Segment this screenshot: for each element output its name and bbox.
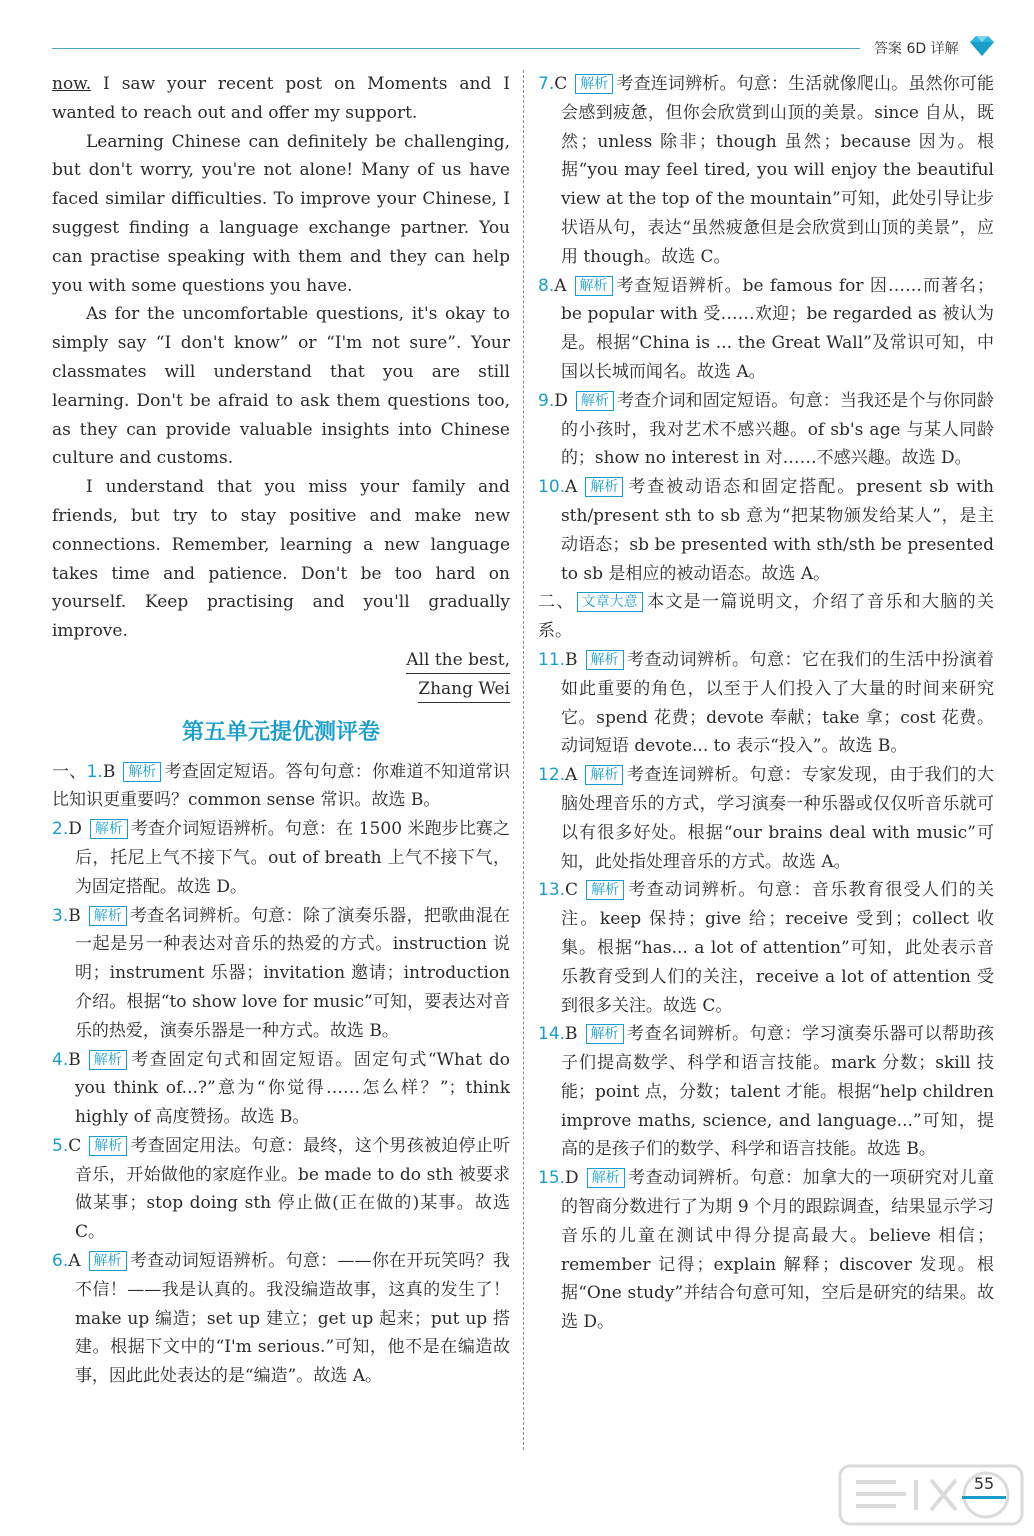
answer-number: 13. xyxy=(538,880,566,901)
section-title: 第五单元提优测评卷 xyxy=(181,719,380,745)
diamond-logo-icon xyxy=(966,34,998,58)
answer-number: 2. xyxy=(52,819,69,840)
answer-choice: B xyxy=(102,761,116,782)
answer-number: 7. xyxy=(538,74,555,94)
answer-item xyxy=(52,1046,510,1132)
answer-choice: B xyxy=(68,1049,81,1070)
answer-choice: B xyxy=(565,1024,578,1045)
analysis-tag: 解析 xyxy=(586,650,624,670)
letter-paragraph-4: I understand that you miss your family and friends, but try to stay positive and make new connections. Remember, learning a new language takes time and patience. Don't be too hard on yourself. Keep practising and you'll gradually improve. xyxy=(52,477,510,642)
left-answer-list xyxy=(52,758,510,1392)
answer-number: 4. xyxy=(52,1049,69,1070)
right-answer-list-a xyxy=(538,70,994,588)
right-column xyxy=(538,70,994,1337)
analysis-tag: 解析 xyxy=(89,1050,127,1070)
answer-explanation: 考查连词辨析。句意：专家发现，由于我们的大脑处理音乐的方式，学习演奏一种乐器或仅仅听音乐就可以有很多好处。根据“our brains deal with music”可知，此处指处理音乐的方式。故选 A。 xyxy=(560,765,994,872)
answer-explanation: 考查动词短语辨析。句意：——你在开玩笑吗？我不信！——我是认真的。我没编造故事，这真的发生了！make up 编造；set up 建立；get up 起来；put up 搭建。根据下文中的“I'm serious.”可知，他不是在编造故事，因此此处表达的是“编造”。故选 A。 xyxy=(74,1251,510,1387)
answer-explanation: 考查动词辨析。句意：音乐教育很受人们的关注。keep 保持；give 给；receive 受到；collect 收集。根据“has... a lot of attention”可知，此处表示音乐教育受到人们的关注，receive a lot of attention 受到很多关注。故选 C。 xyxy=(560,880,994,1016)
answer-choice: D xyxy=(554,390,568,411)
header-label: 答案 6D 详解 xyxy=(874,41,959,57)
answer-choice: B xyxy=(68,905,81,926)
section-2-text: 本文是一篇说明文，介绍了音乐和大脑的关系。 xyxy=(538,592,995,642)
answer-item xyxy=(538,1020,994,1164)
letter-paragraph-2: Learning Chinese can definitely be challenging, but don't worry, you're not alone! Many of us have faced similar difficulties. To improve your Chinese, I suggest finding a language exchange partner. You can practise speaking with them and they can help you with some questions you have. xyxy=(52,131,510,296)
analysis-tag: 解析 xyxy=(587,1168,625,1188)
answer-explanation: 考查动词辨析。句意：它在我们的生活中扮演着如此重要的角色，以至于人们投入了大量的时间来研究它。spend 花费；devote 奉献；take 拿；cost 花费。动词短语 devote... to 表示“投入”。故选 B。 xyxy=(560,649,994,757)
answer-number: 11. xyxy=(538,649,566,670)
section-2-prefix: 二、 xyxy=(538,592,575,613)
answer-choice: D xyxy=(565,1168,579,1189)
answer-choice: C xyxy=(68,1135,82,1156)
answer-item xyxy=(538,1164,994,1337)
analysis-tag: 解析 xyxy=(575,74,613,94)
analysis-tag: 解析 xyxy=(585,477,623,497)
answer-item xyxy=(538,70,994,272)
answer-number: 12. xyxy=(538,765,566,786)
letter-p1-rest: I saw your recent post on Moments and I wanted to reach out and offer my support. xyxy=(52,74,510,123)
answer-item xyxy=(538,387,994,473)
section-1-prefix: 一、 xyxy=(52,761,87,782)
answer-explanation: 考查固定短语。答句句意：你难道不知道常识比知识更重要吗？common sense 常识。故选 B。 xyxy=(52,761,511,811)
header-rule xyxy=(52,48,860,49)
column-divider xyxy=(523,70,524,1450)
answer-item xyxy=(538,646,994,761)
answer-item xyxy=(538,876,994,1020)
answer-choice: A xyxy=(565,477,578,498)
analysis-tag: 解析 xyxy=(575,276,613,296)
answer-choice: A xyxy=(565,765,578,786)
analysis-tag: 解析 xyxy=(90,819,128,839)
analysis-tag: 解析 xyxy=(89,906,127,926)
answer-item xyxy=(52,758,510,816)
section-2-summary xyxy=(538,588,994,646)
answer-item xyxy=(52,815,510,901)
answer-explanation: 考查介词短语辨析。句意：在 1500 米跑步比赛之后，托尼上气不接下气。out of breath 上气不接下气，为固定搭配。故选 D。 xyxy=(74,819,510,897)
answer-choice: A xyxy=(554,275,567,296)
answer-choice: D xyxy=(68,819,82,840)
answer-explanation: 考查动词辨析。句意：加拿大的一项研究对儿童的智商分数进行了为期 9 个月的跟踪调查，结果显示学习音乐的儿童在测试中得分提高最大。believe 相信；remember 记得；explain 解释；discover 发现。根据“One study”并结合句意可知，空后是研究的结果。故选 D。 xyxy=(560,1168,994,1333)
answer-number: 5. xyxy=(52,1135,69,1156)
answer-number: 1. xyxy=(86,761,103,782)
analysis-tag: 解析 xyxy=(89,1251,127,1271)
answer-choice: C xyxy=(554,74,568,94)
answer-choice: B xyxy=(565,649,578,670)
answer-choice: C xyxy=(565,880,579,901)
analysis-tag: 解析 xyxy=(586,1024,624,1044)
answer-choice: A xyxy=(68,1251,81,1272)
letter-closing-block xyxy=(52,646,510,704)
answer-item xyxy=(538,761,994,876)
answer-explanation: 考查介词和固定短语。句意：当我还是个与你同龄的小孩时，我对艺术不感兴趣。of sb's age 与某人同龄的；show no interest in 对……不感兴趣。故选 D。 xyxy=(560,390,994,469)
answer-item xyxy=(52,902,510,1046)
analysis-tag: 解析 xyxy=(89,1136,127,1156)
right-answer-list-b xyxy=(538,646,994,1337)
answer-number: 8. xyxy=(538,275,555,296)
answer-explanation: 考查固定用法。句意：最终，这个男孩被迫停止听音乐，开始做他的家庭作业。be made to do sth 被要求做某事；stop doing sth 停止做(正在做的)某事。故选 C。 xyxy=(74,1135,510,1243)
answer-explanation: 考查短语辨析。be famous for 因……而著名；be popular with 受……欢迎；be regarded as 被认为是。根据“China is ... the Great Wall”及常识可知，中国以长城而闻名。故选 A。 xyxy=(560,275,994,382)
analysis-tag: 解析 xyxy=(585,765,623,785)
page-number: 55 xyxy=(962,1472,1006,1499)
answer-number: 6. xyxy=(52,1251,69,1272)
answer-number: 10. xyxy=(538,477,566,498)
letter-paragraph-1 xyxy=(52,70,510,128)
letter-signature: Zhang Wei xyxy=(418,676,510,703)
analysis-tag: 解析 xyxy=(586,880,624,900)
letter-closing: All the best, xyxy=(406,647,510,674)
analysis-tag: 解析 xyxy=(576,391,614,411)
answer-item xyxy=(52,1132,510,1247)
answer-explanation: 考查连词辨析。句意：生活就像爬山。虽然你可能会感到疲惫，但你会欣赏到山顶的美景。since 自从，既然；unless 除非；though 虽然；because 因为。根据“you may feel tired, you will enjoy the beautiful view at the top of the mountain”可知，此处引导让步状语从句，表达“虽然疲惫但是会欣赏到山顶的美景”，应用 though。故选 C。 xyxy=(560,74,994,267)
analysis-tag: 解析 xyxy=(123,762,161,782)
answer-number: 9. xyxy=(538,390,555,411)
answer-item xyxy=(52,1247,510,1391)
summary-tag: 文章大意 xyxy=(577,592,643,612)
letter-paragraph-3: As for the uncomfortable questions, it's okay to simply say “I don't know” or “I'm not sure”. Your classmates will understand that you are still learning. Don't be afraid to ask them questions too, as they can provide valuable insights into Chinese culture and customs. xyxy=(52,304,510,469)
answer-item xyxy=(538,473,994,588)
answer-explanation: 考查名词辨析。句意：除了演奏乐器，把歌曲混在一起是另一种表达对音乐的热爱的方式。instruction 说明；instrument 乐器；invitation 邀请；introduction 介绍。根据“to show love for music”可知，要表达对音乐的热爱，演奏乐器是一种方式。故选 B。 xyxy=(74,905,510,1041)
answer-explanation: 考查被动语态和固定搭配。present sb with sth/present sth to sb 意为“把某物颁发给某人”，是主动语态；sb be presented with sth/sth be presented to sb 是相应的被动语态。故选 A。 xyxy=(560,477,994,584)
answer-number: 14. xyxy=(538,1024,566,1045)
left-column xyxy=(52,70,510,1391)
answer-explanation: 考查名词辨析。句意：学习演奏乐器可以帮助孩子们提高数学、科学和语言技能。mark 分数；skill 技能；point 点，分数；talent 才能。根据“help children improve maths, science, and language...”可知，提高的是孩子们的数学、科学和语言技能。故选 B。 xyxy=(560,1024,994,1160)
letter-now: now. xyxy=(52,74,92,94)
answer-explanation: 考查固定句式和固定短语。固定句式“What do you think of...?”意为“你觉得……怎么样？”；think highly of 高度赞扬。故选 B。 xyxy=(74,1049,510,1128)
answer-number: 15. xyxy=(538,1168,566,1189)
answer-number: 3. xyxy=(52,905,69,926)
answer-item xyxy=(538,272,994,387)
